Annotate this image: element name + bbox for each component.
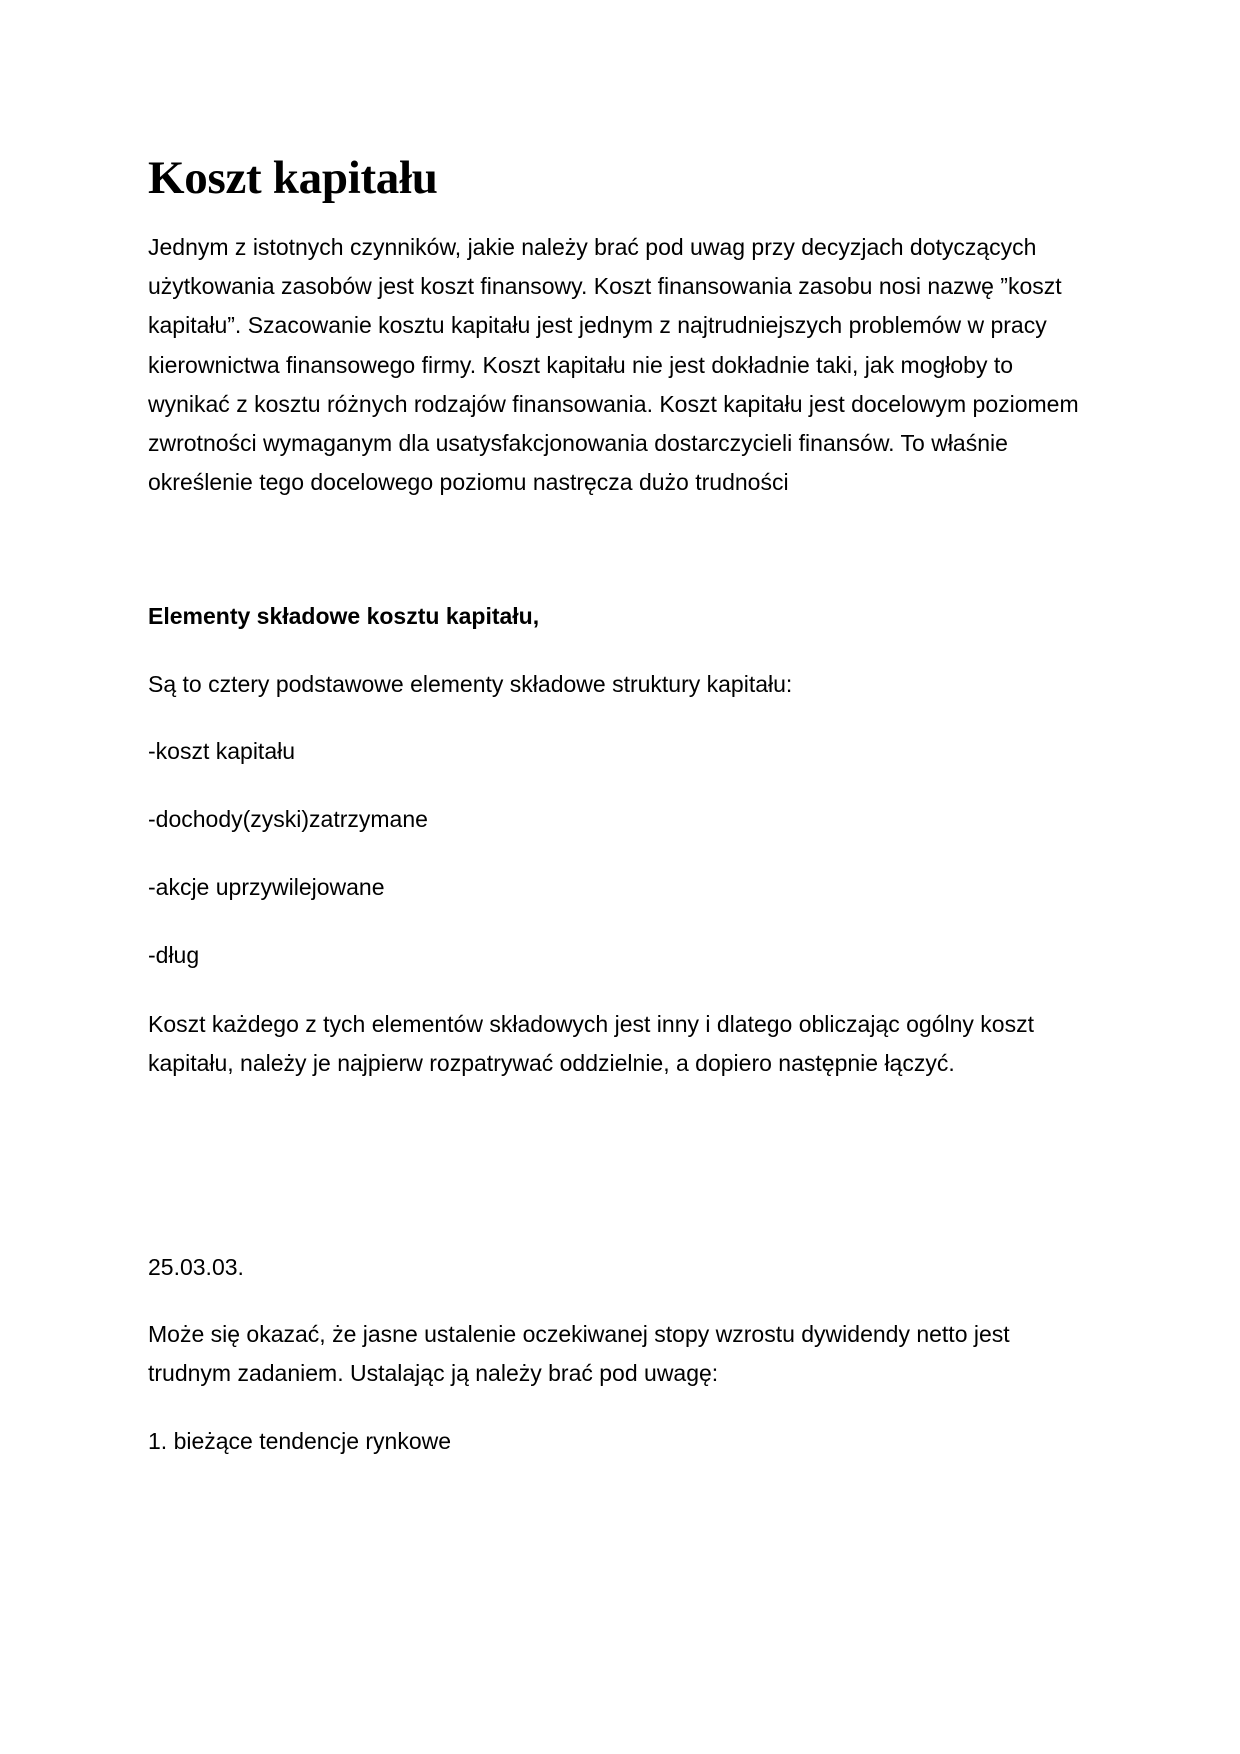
list-item: -dług <box>148 942 200 969</box>
section-heading: Elementy składowe kosztu kapitału, <box>148 603 540 630</box>
document-title: Koszt kapitału <box>148 152 438 204</box>
second-paragraph: Może się okazać, że jasne ustalenie oczekiwanej stopy wzrostu dywidendy netto jest trudnym zadaniem. Ustalając ją należy brać pod uwagę: <box>148 1321 1010 1387</box>
document-content <box>148 148 1098 1490</box>
list-item: -koszt kapitału <box>148 737 296 764</box>
lead-paragraph: Są to cztery podstawowe elementy składowe struktury kapitału: <box>148 670 793 697</box>
numbered-item: 1. bieżące tendencje rynkowe <box>148 1427 452 1454</box>
list-item: -dochody(zyski)zatrzymane <box>148 806 428 833</box>
intro-paragraph: Jednym z istotnych czynników, jakie należy brać pod uwag przy decyzjach dotyczących użytkowania zasobów jest koszt finansowy. Koszt finansowania zasobu nosi nazwę ”koszt kapitału”. Szacowanie kosztu kapitału jest jednym z najtrudniejszych problemów w pracy kierownictwa finansowego firmy. Koszt kapitału nie jest dokładnie taki, jak mogłoby to wynikać z kosztu różnych rodzajów finansowania. Koszt kapitału jest docelowym poziomem zwrotności wymaganym dla usatysfakcjonowania dostarczycieli finansów. To właśnie określenie tego docelowego poziomu nastręcza dużo trudności <box>148 234 1079 496</box>
conclusion-paragraph: Koszt każdego z tych elementów składowych jest inny i dlatego obliczając ogólny koszt kapitału, należy je najpierw rozpatrywać oddzielnie, a dopiero następnie łączyć. <box>148 1010 1034 1076</box>
list-item: -akcje uprzywilejowane <box>148 874 385 901</box>
date-line: 25.03.03. <box>148 1254 244 1281</box>
